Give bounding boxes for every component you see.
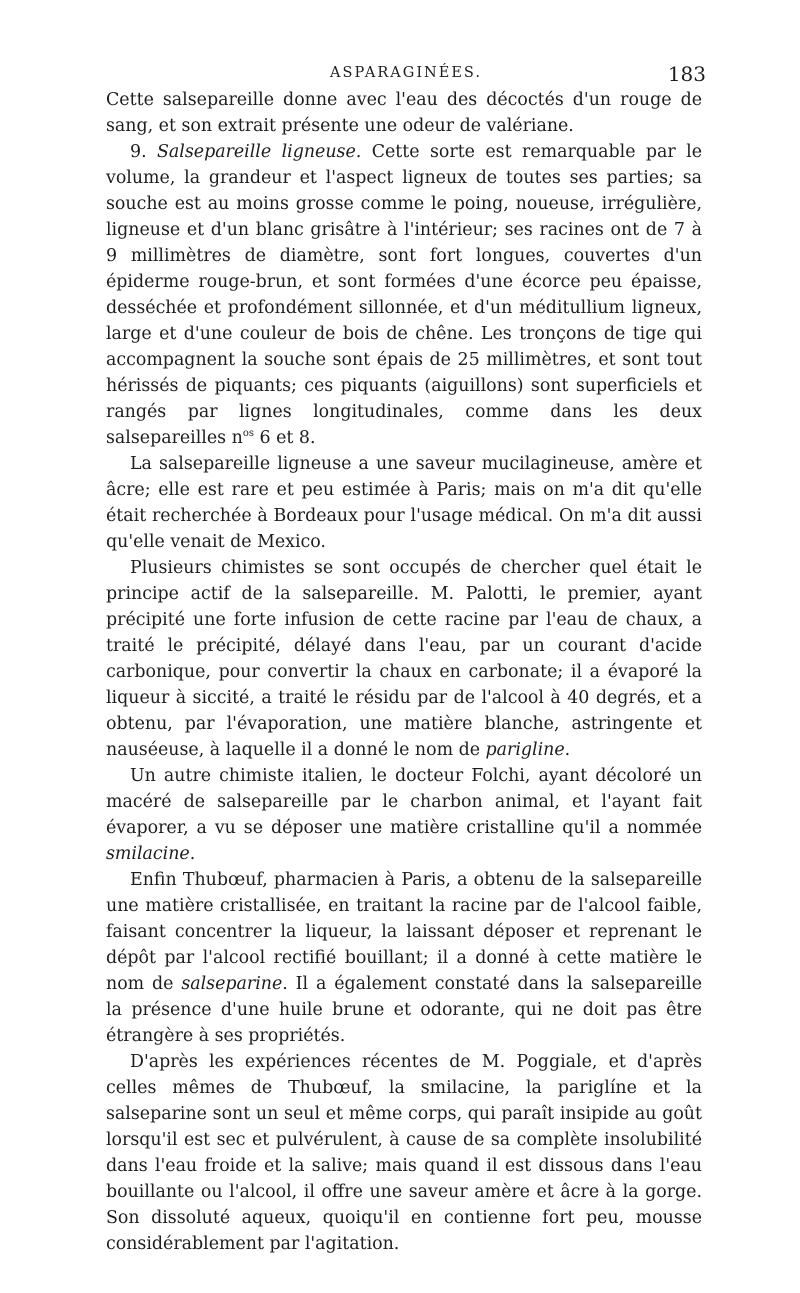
- paragraph-6-end: . Il a également constaté dans la salsepareille la présence d'une huile brune et odorante, qui ne doit pas être étrangère à ses propriétés.: [106, 974, 702, 1046]
- paragraph-3: [106, 451, 702, 555]
- running-head-title: ASPARAGINÉES.: [330, 65, 482, 81]
- section-number: 9.: [130, 142, 147, 162]
- paragraph-2-end: 6 et 8.: [253, 428, 316, 448]
- running-head: [106, 62, 706, 88]
- paragraph-7-text: D'après les expériences récentes de M. Poggiale, et d'après celles mêmes de Thubœuf, la smilacine, la pariglíne et la salseparine sont un seul et même corps, qui paraît insipide au goût lorsqu'il est sec et pulvérulent, à cause de sa complète insolubilité dans l'eau froide et la salive; mais quand il est dissous dans l'eau bouillante ou l'alcool, il offre une saveur amère et âcre à la gorge. Son dissoluté aqueux, quoiqu'il en contienne fort peu, mousse considérablement par l'agitation.: [106, 1052, 702, 1254]
- numero-superscript: os: [242, 428, 254, 440]
- body-text: [106, 87, 702, 1257]
- term-salseparine: salseparine: [181, 974, 283, 994]
- paragraph-4: [106, 555, 702, 763]
- paragraph-7: [106, 1049, 702, 1257]
- paragraph-1-text: Cette salsepareille donne avec l'eau des décoctés d'un rouge de sang, et son extrait présente une odeur de valériane.: [106, 90, 702, 136]
- section-title: Salsepareille ligneuse.: [157, 142, 362, 162]
- paragraph-4-end: .: [564, 740, 571, 760]
- paragraph-3-text: La salsepareille ligneuse a une saveur mucilagineuse, amère et âcre; elle est rare et peu estimée à Paris; mais on m'a dit qu'elle était recherchée à Bordeaux pour l'usage médical. On m'a dit aussi qu'elle venait de Mexico.: [106, 454, 702, 552]
- paragraph-4-text: Plusieurs chimistes se sont occupés de chercher quel était le principe actif de la salsepareille. M. Palotti, le premier, ayant précipité une forte infusion de cette racine par l'eau de chaux, a traité le précipité, délayé dans l'eau, par un courant d'acide carbonique, pour convertir la chaux en carbonate; il a évaporé la liqueur à siccité, a traité le résidu par de l'alcool à 40 degrés, et a obtenu, par l'évaporation, une matière blanche, astringente et nauséeuse, à laquelle il a donné le nom de: [106, 558, 702, 760]
- term-smilacine: smilacine: [106, 844, 190, 864]
- paragraph-6: [106, 867, 702, 1049]
- term-pariglne: parigline: [485, 740, 565, 760]
- paragraph-5: [106, 763, 702, 867]
- page-number: 183: [667, 62, 706, 86]
- paragraph-6-text: Enfin Thubœuf, pharmacien à Paris, a obtenu de la salsepareille une matière cristallisée, en traitant la racine par de l'alcool faible, faisant concentrer la liqueur, la laissant déposer et reprenant le dépôt par l'alcool rectifié bouillant; il a donné à cette matière le nom de: [106, 870, 702, 994]
- paragraph-2: [106, 139, 702, 451]
- paragraph-5-text: Un autre chimiste italien, le docteur Folchi, ayant décoloré un macéré de salsepareille par le charbon animal, et l'ayant fait évaporer, a vu se déposer une matière cristalline qu'il a nommée: [106, 766, 702, 838]
- paragraph-5-end: .: [189, 844, 196, 864]
- paragraph-1: [106, 87, 702, 139]
- paragraph-2-text: Cette sorte est remarquable par le volume, la grandeur et l'aspect ligneux de toutes ses parties; sa souche est au moins grosse comme le poing, noueuse, irrégulière, ligneuse et d'un blanc grisâtre à l'intérieur; ses racines ont de 7 à 9 millimètres de diamètre, sont fort longues, couvertes d'un épiderme rouge-brun, et sont formées d'une écorce peu épaisse, desséchée et profondément sillonnée, et d'un méditullium ligneux, large et d'une couleur de bois de chêne. Les tronçons de tige qui accompagnent la souche sont épais de 25 millimètres, et sont tout hérissés de piquants; ces piquants (aiguillons) sont superficiels et rangés par lignes longitudinales, comme dans les deux salsepareilles n: [106, 142, 702, 448]
